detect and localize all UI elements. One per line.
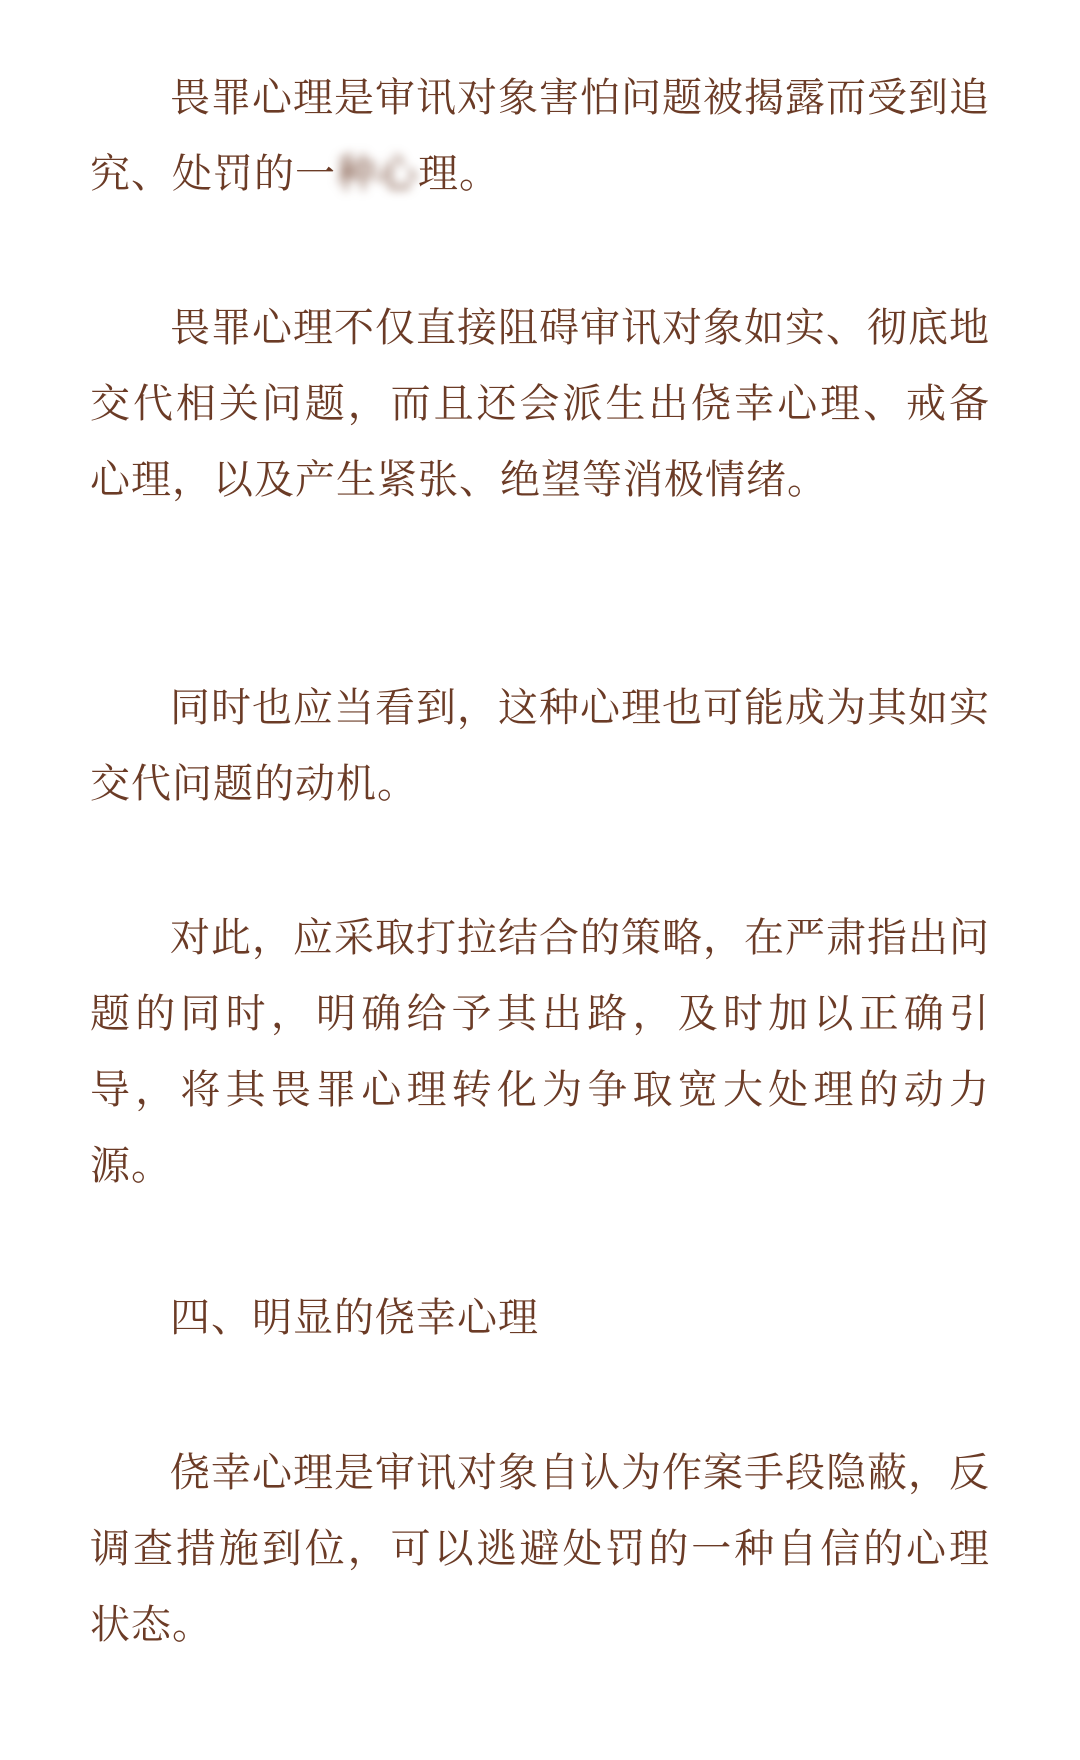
paragraph-text-end: 理。 bbox=[418, 151, 500, 197]
paragraph-text: 畏罪心理是审讯对象害怕问题被揭露而受到追究、处罚的一 bbox=[90, 75, 990, 197]
paragraph-fear-of-guilt-definition bbox=[90, 60, 990, 212]
paragraph-strategy: 对此，应采取打拉结合的策略，在严肃指出问题的同时，明确给予其出路，及时加以正确引导，将其畏罪心理转化为争取宽大处理的动力源。 bbox=[90, 915, 990, 1189]
blurred-text: 种心 bbox=[336, 151, 418, 197]
paragraph-motivation: 同时也应当看到，这种心理也可能成为其如实交代问题的动机。 bbox=[90, 685, 990, 807]
paragraph-fear-of-guilt-effects: 畏罪心理不仅直接阻碍审讯对象如实、彻底地交代相关问题，而且还会派生出侥幸心理、戒备心理，以及产生紧张、绝望等消极情绪。 bbox=[90, 305, 990, 503]
paragraph-luck-mentality: 侥幸心理是审讯对象自认为作案手段隐蔽，反调查措施到位，可以逃避处罚的一种自信的心理状态。 bbox=[90, 1450, 990, 1648]
section-heading: 四、明显的侥幸心理 bbox=[170, 1295, 539, 1341]
